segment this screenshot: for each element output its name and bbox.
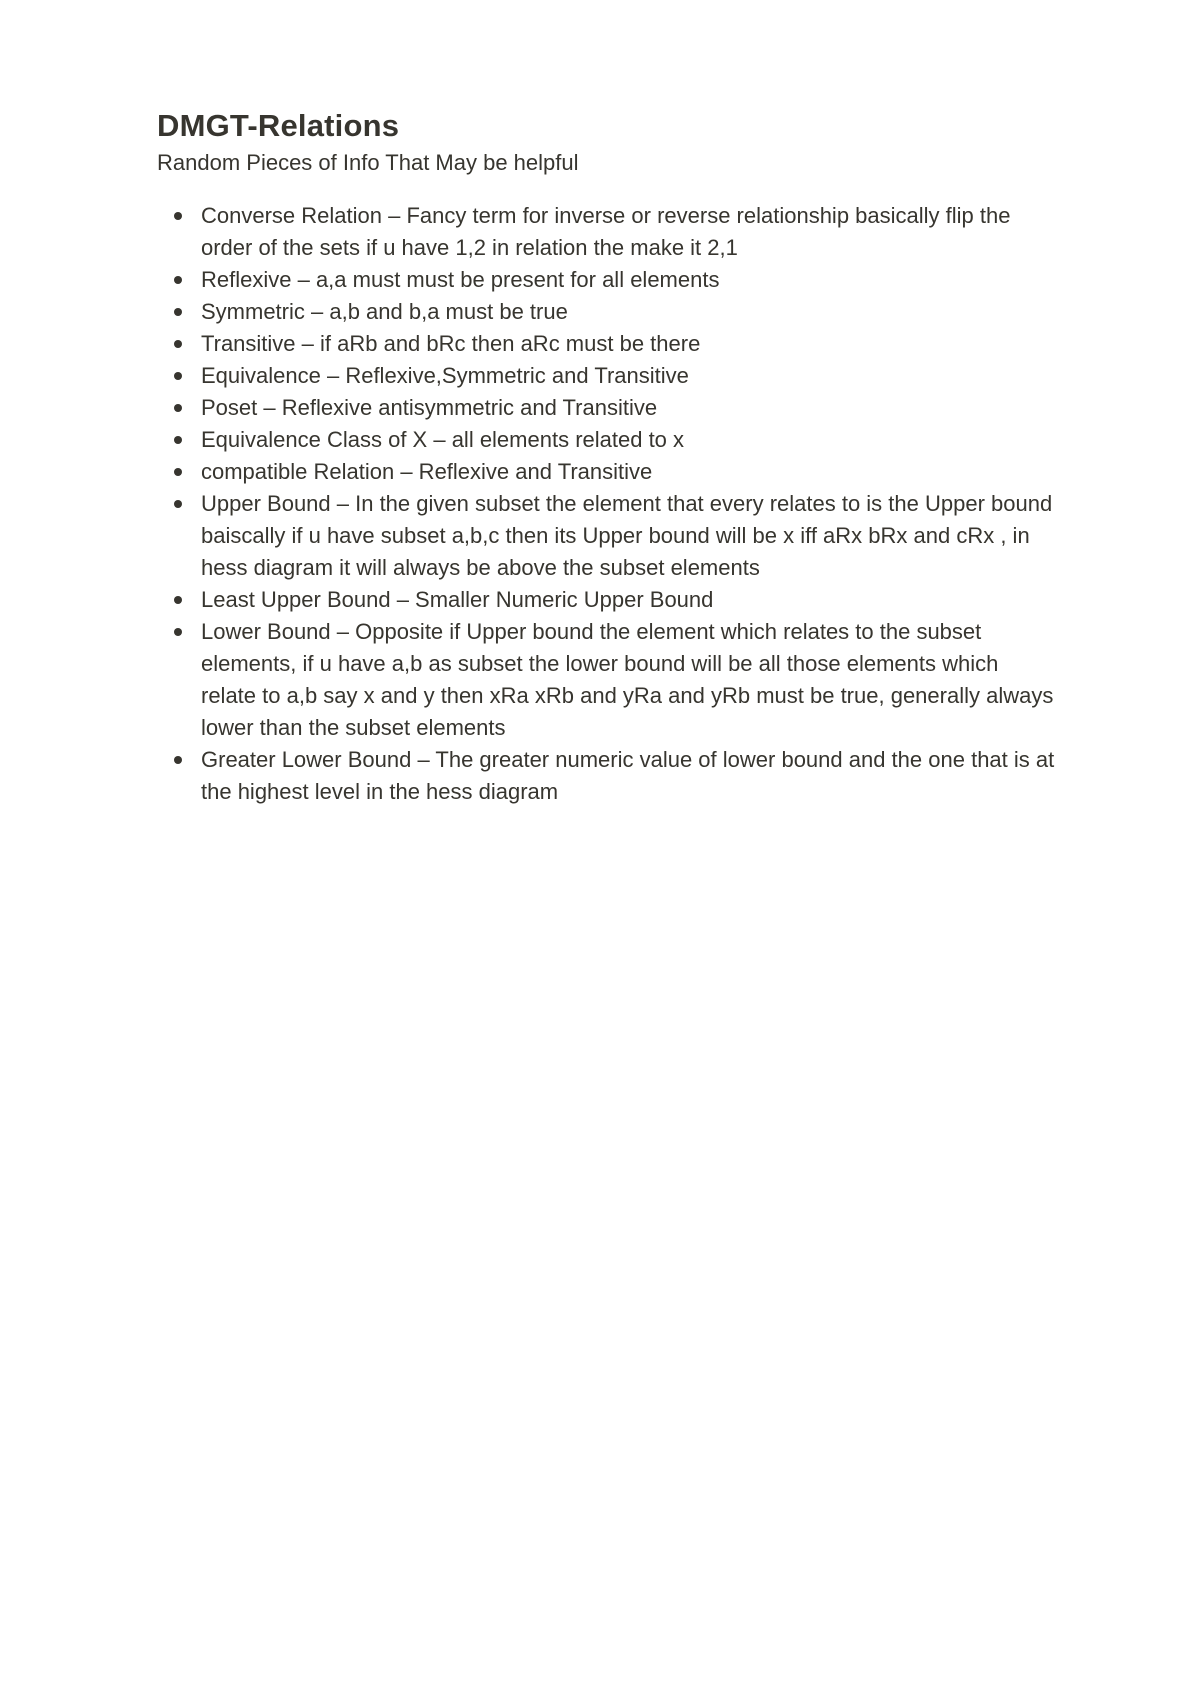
list-item xyxy=(157,744,1057,808)
list-item xyxy=(157,296,1057,328)
list-item xyxy=(157,200,1057,264)
list-item-text: Lower Bound – Opposite if Upper bound the element which relates to the subset elements, if u have a,b as subset the lower bound will be all those elements which relate to a,b say x and y then xRa xRb and yRa and yRb must be true, generally always lower than the subset elements xyxy=(201,619,1054,740)
list-item-text: Converse Relation – Fancy term for inverse or reverse relationship basically flip the order of the sets if u have 1,2 in relation the make it 2,1 xyxy=(201,203,1011,260)
list-item xyxy=(157,616,1057,744)
list-item xyxy=(157,456,1057,488)
list-item-text: Poset – Reflexive antisymmetric and Transitive xyxy=(201,395,658,420)
bullet-icon xyxy=(174,340,182,348)
bullet-icon xyxy=(174,308,182,316)
list-item-text: Symmetric – a,b and b,a must be true xyxy=(201,299,568,324)
bullet-icon xyxy=(174,628,182,636)
list-item-text: Least Upper Bound – Smaller Numeric Upper Bound xyxy=(201,587,714,612)
bullet-icon xyxy=(174,212,182,220)
notes-list xyxy=(157,200,1057,808)
bullet-icon xyxy=(174,372,182,380)
list-item xyxy=(157,392,1057,424)
list-item xyxy=(157,328,1057,360)
list-item-text: Equivalence – Reflexive,Symmetric and Transitive xyxy=(201,363,689,388)
bullet-icon xyxy=(174,404,182,412)
bullet-icon xyxy=(174,596,182,604)
list-item xyxy=(157,264,1057,296)
page-subtitle: Random Pieces of Info That May be helpful xyxy=(157,150,579,175)
list-item-text: Equivalence Class of X – all elements related to x xyxy=(201,427,685,452)
list-item-text: compatible Relation – Reflexive and Transitive xyxy=(201,459,653,484)
list-item xyxy=(157,424,1057,456)
bullet-icon xyxy=(174,436,182,444)
list-item xyxy=(157,360,1057,392)
bullet-icon xyxy=(174,276,182,284)
list-item-text: Greater Lower Bound – The greater numeric value of lower bound and the one that is at the highest level in the hess diagram xyxy=(201,747,1055,804)
document-page xyxy=(157,106,1057,808)
bullet-icon xyxy=(174,468,182,476)
page-title: DMGT-Relations xyxy=(157,108,400,143)
bullet-icon xyxy=(174,500,182,508)
list-item-text: Reflexive – a,a must must be present for all elements xyxy=(201,267,720,292)
list-item-text: Transitive – if aRb and bRc then aRc must be there xyxy=(201,331,701,356)
list-item xyxy=(157,488,1057,584)
list-item xyxy=(157,584,1057,616)
list-item-text: Upper Bound – In the given subset the element that every relates to is the Upper bound baiscally if u have subset a,b,c then its Upper bound will be x iff aRx bRx and cRx , in hess diagram it will always be above the subset elements xyxy=(201,491,1053,580)
bullet-icon xyxy=(174,756,182,764)
